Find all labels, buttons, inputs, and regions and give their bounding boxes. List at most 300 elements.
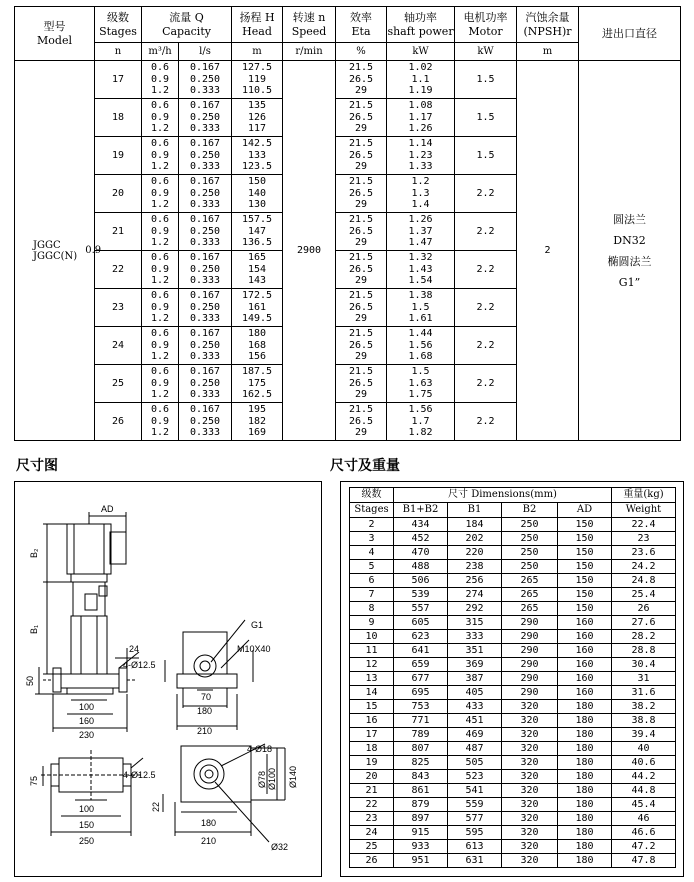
label-180b: 180 bbox=[201, 818, 217, 828]
dims-cell: 434 bbox=[394, 518, 448, 532]
label-100: 100 bbox=[79, 702, 95, 712]
header-row bbox=[15, 7, 681, 43]
value-line: 26.5 bbox=[348, 73, 374, 85]
q-m3h-cell bbox=[142, 99, 179, 137]
dims-cell: 320 bbox=[502, 840, 558, 854]
label-100c: Ø100 bbox=[267, 767, 277, 790]
eta-cell bbox=[336, 99, 387, 137]
dims-cell: 150 bbox=[558, 532, 612, 546]
dims-cell: 45.4 bbox=[612, 798, 676, 812]
dims-cell: 16 bbox=[350, 714, 394, 728]
unit-stages: n bbox=[95, 43, 142, 61]
eta-cell bbox=[336, 137, 387, 175]
value-line: 0.6 bbox=[150, 214, 170, 226]
value-line: 1.5 bbox=[411, 301, 430, 313]
value-line: 1.02 bbox=[408, 62, 433, 74]
value-line: 162.5 bbox=[241, 389, 273, 401]
shaft-cell bbox=[387, 327, 455, 365]
value-line: 0.6 bbox=[150, 366, 170, 378]
dims-row bbox=[350, 742, 676, 756]
value-line: 0.333 bbox=[189, 351, 221, 363]
value-line: 1.08 bbox=[408, 100, 433, 112]
head-cell bbox=[232, 327, 283, 365]
value-line: 0.9 bbox=[150, 339, 170, 351]
eta-cell bbox=[336, 403, 387, 441]
value-line: 0.9 bbox=[150, 111, 170, 123]
value-line: 0.333 bbox=[189, 161, 221, 173]
dims-cell: 18 bbox=[350, 742, 394, 756]
dims-cell: 220 bbox=[448, 546, 502, 560]
value-line: 0.167 bbox=[189, 404, 221, 416]
dims-cell: 487 bbox=[448, 742, 502, 756]
dims-cell: 7 bbox=[350, 588, 394, 602]
value-line: 154 bbox=[247, 263, 267, 275]
dims-cell: 879 bbox=[394, 798, 448, 812]
dims-h-b1b2: B1+B2 bbox=[394, 503, 448, 518]
dims-cell: 265 bbox=[502, 588, 558, 602]
value-line: 1.5 bbox=[411, 366, 430, 378]
q-ls-cell bbox=[179, 327, 232, 365]
dims-cell: 160 bbox=[558, 630, 612, 644]
connection-line: 椭圆法兰 bbox=[607, 254, 652, 268]
dims-cell: 19 bbox=[350, 756, 394, 770]
dims-cell: 150 bbox=[558, 560, 612, 574]
dims-row bbox=[350, 630, 676, 644]
dims-cell: 24 bbox=[350, 826, 394, 840]
dims-cell: 897 bbox=[394, 812, 448, 826]
eta-cell bbox=[336, 175, 387, 213]
dims-cell: 160 bbox=[558, 658, 612, 672]
value-line: 29 bbox=[354, 199, 368, 211]
motor-cell: 2.2 bbox=[455, 327, 517, 365]
value-line: 21.5 bbox=[348, 290, 374, 302]
q-m3h-cell bbox=[142, 213, 179, 251]
shaft-cell bbox=[387, 289, 455, 327]
dims-cell: 369 bbox=[448, 658, 502, 672]
q-m3h-cell bbox=[142, 61, 179, 99]
value-line: 26.5 bbox=[348, 377, 374, 389]
dims-cell: 559 bbox=[448, 798, 502, 812]
dims-header-row-1 bbox=[350, 488, 676, 503]
value-line: 135 bbox=[247, 100, 267, 112]
dims-cell: 256 bbox=[448, 574, 502, 588]
value-line: 1.26 bbox=[408, 214, 433, 226]
dims-cell: 488 bbox=[394, 560, 448, 574]
value-line: 0.9 bbox=[150, 73, 170, 85]
value-line: 127.5 bbox=[241, 62, 273, 74]
value-line: 0.250 bbox=[189, 301, 221, 313]
dims-cell: 24.2 bbox=[612, 560, 676, 574]
value-line: 140 bbox=[247, 187, 267, 199]
head-cell bbox=[232, 213, 283, 251]
value-line: 26.5 bbox=[348, 339, 374, 351]
dims-h-stages-en: Stages bbox=[350, 503, 394, 518]
value-line: 0.6 bbox=[150, 404, 170, 416]
value-line: 1.68 bbox=[408, 351, 433, 363]
value-line: 133 bbox=[247, 149, 267, 161]
value-line: 0.167 bbox=[189, 328, 221, 340]
npsh-cell: 2 bbox=[517, 61, 579, 441]
dims-cell: 274 bbox=[448, 588, 502, 602]
dims-cell: 26 bbox=[350, 854, 394, 868]
dims-cell: 150 bbox=[558, 518, 612, 532]
dims-cell: 405 bbox=[448, 686, 502, 700]
dims-cell: 180 bbox=[558, 784, 612, 798]
value-line: 1.2 bbox=[150, 275, 170, 287]
header-eta: 效率 Eta bbox=[336, 7, 387, 43]
dims-cell: 320 bbox=[502, 784, 558, 798]
value-line: 1.63 bbox=[408, 377, 433, 389]
value-line: 0.250 bbox=[189, 377, 221, 389]
value-line: 1.38 bbox=[408, 290, 433, 302]
label-210b: 210 bbox=[201, 836, 217, 846]
motor-cell: 2.2 bbox=[455, 175, 517, 213]
dims-panel bbox=[340, 481, 684, 877]
header-speed: 转速 n Speed bbox=[283, 7, 336, 43]
header-shaft: 轴功率 shaft power bbox=[387, 7, 455, 43]
value-line: 29 bbox=[354, 275, 368, 287]
dims-cell: 789 bbox=[394, 728, 448, 742]
dims-row bbox=[350, 546, 676, 560]
dims-cell: 30.4 bbox=[612, 658, 676, 672]
unit-speed: r/min bbox=[283, 43, 336, 61]
value-line: 29 bbox=[354, 237, 368, 249]
label-b2: B₂ bbox=[29, 548, 39, 558]
dims-cell: 541 bbox=[448, 784, 502, 798]
value-line: 0.333 bbox=[189, 199, 221, 211]
dims-cell: 160 bbox=[558, 672, 612, 686]
dims-cell: 27.6 bbox=[612, 616, 676, 630]
value-line: 0.333 bbox=[189, 85, 221, 97]
eta-cell bbox=[336, 289, 387, 327]
q-m3h-cell bbox=[142, 137, 179, 175]
value-line: 0.250 bbox=[189, 225, 221, 237]
value-line: 0.6 bbox=[150, 328, 170, 340]
dims-row bbox=[350, 714, 676, 728]
dims-cell: 238 bbox=[448, 560, 502, 574]
q-ls-cell bbox=[179, 137, 232, 175]
dims-cell: 506 bbox=[394, 574, 448, 588]
value-line: 0.250 bbox=[189, 149, 221, 161]
shaft-cell bbox=[387, 99, 455, 137]
dims-cell: 915 bbox=[394, 826, 448, 840]
dims-cell: 180 bbox=[558, 840, 612, 854]
value-line: 0.333 bbox=[189, 389, 221, 401]
connection-cell bbox=[579, 61, 681, 441]
dims-cell: 160 bbox=[558, 616, 612, 630]
performance-body bbox=[15, 61, 681, 441]
value-line: 0.250 bbox=[189, 415, 221, 427]
value-line: 0.333 bbox=[189, 237, 221, 249]
dims-cell: 44.2 bbox=[612, 770, 676, 784]
value-line: 1.2 bbox=[150, 85, 170, 97]
shaft-cell bbox=[387, 365, 455, 403]
eta-cell bbox=[336, 365, 387, 403]
dims-cell: 695 bbox=[394, 686, 448, 700]
dims-h-weight-en: Weight bbox=[612, 503, 676, 518]
value-line: 0.167 bbox=[189, 214, 221, 226]
value-line: 1.4 bbox=[411, 199, 430, 211]
label-24: 24 bbox=[129, 644, 140, 654]
stages-cell: 24 bbox=[95, 327, 142, 365]
dims-cell: 595 bbox=[448, 826, 502, 840]
value-line: 21.5 bbox=[348, 366, 374, 378]
dims-h-b1: B1 bbox=[448, 503, 502, 518]
value-line: 1.56 bbox=[408, 404, 433, 416]
dims-cell: 12 bbox=[350, 658, 394, 672]
value-line: 0.6 bbox=[150, 138, 170, 150]
dims-cell: 20 bbox=[350, 770, 394, 784]
dims-cell: 180 bbox=[558, 742, 612, 756]
unit-motor: kW bbox=[455, 43, 517, 61]
dims-cell: 505 bbox=[448, 756, 502, 770]
value-line: 0.6 bbox=[150, 176, 170, 188]
dims-cell: 250 bbox=[502, 532, 558, 546]
stages-cell: 17 bbox=[95, 61, 142, 99]
model-flow: 0.9 bbox=[85, 245, 102, 256]
dims-cell: 4 bbox=[350, 546, 394, 560]
value-line: 1.2 bbox=[150, 427, 170, 439]
dims-cell: 184 bbox=[448, 518, 502, 532]
dims-cell: 150 bbox=[558, 546, 612, 560]
label-32: Ø32 bbox=[271, 842, 289, 852]
dims-cell: 23 bbox=[612, 532, 676, 546]
q-m3h-cell bbox=[142, 289, 179, 327]
value-line: 1.75 bbox=[408, 389, 433, 401]
value-line: 117 bbox=[247, 123, 267, 135]
dims-cell: 17 bbox=[350, 728, 394, 742]
value-line: 168 bbox=[247, 339, 267, 351]
header-capacity: 流量 Q Capacity bbox=[142, 7, 232, 43]
value-line: 21.5 bbox=[348, 176, 374, 188]
dims-row bbox=[350, 812, 676, 826]
dims-row bbox=[350, 798, 676, 812]
label-210: 210 bbox=[197, 726, 213, 736]
motor-cell: 2.2 bbox=[455, 289, 517, 327]
value-line: 149.5 bbox=[241, 313, 273, 325]
head-cell bbox=[232, 175, 283, 213]
value-line: 26.5 bbox=[348, 225, 374, 237]
dims-cell: 320 bbox=[502, 798, 558, 812]
value-line: 1.37 bbox=[408, 225, 433, 237]
dims-cell: 290 bbox=[502, 672, 558, 686]
dims-cell: 861 bbox=[394, 784, 448, 798]
label-230: 230 bbox=[79, 730, 95, 740]
value-line: 29 bbox=[354, 427, 368, 439]
value-line: 1.2 bbox=[150, 123, 170, 135]
stages-cell: 23 bbox=[95, 289, 142, 327]
value-line: 180 bbox=[247, 328, 267, 340]
q-m3h-cell bbox=[142, 365, 179, 403]
value-line: 1.47 bbox=[408, 237, 433, 249]
dims-body bbox=[350, 518, 676, 868]
value-line: 1.32 bbox=[408, 252, 433, 264]
label-160: 160 bbox=[79, 716, 95, 726]
dims-cell: 160 bbox=[558, 686, 612, 700]
connection-line: 圆法兰 bbox=[613, 212, 647, 226]
dims-row bbox=[350, 672, 676, 686]
dims-cell: 180 bbox=[558, 812, 612, 826]
stages-cell: 22 bbox=[95, 251, 142, 289]
dims-cell: 150 bbox=[558, 574, 612, 588]
value-line: 1.2 bbox=[411, 176, 430, 188]
value-line: 1.2 bbox=[150, 389, 170, 401]
value-line: 29 bbox=[354, 313, 368, 325]
shaft-cell bbox=[387, 137, 455, 175]
value-line: 1.61 bbox=[408, 313, 433, 325]
label-70: 70 bbox=[201, 692, 212, 702]
value-line: 0.333 bbox=[189, 275, 221, 287]
value-line: 1.2 bbox=[150, 313, 170, 325]
value-line: 29 bbox=[354, 85, 368, 97]
value-line: 1.44 bbox=[408, 328, 433, 340]
dims-cell: 46.6 bbox=[612, 826, 676, 840]
value-line: 21.5 bbox=[348, 62, 374, 74]
value-line: 0.167 bbox=[189, 62, 221, 74]
value-line: 1.23 bbox=[408, 149, 433, 161]
q-m3h-cell bbox=[142, 251, 179, 289]
dims-cell: 31.6 bbox=[612, 686, 676, 700]
value-line: 195 bbox=[247, 404, 267, 416]
dims-cell: 180 bbox=[558, 854, 612, 868]
dims-cell: 38.2 bbox=[612, 700, 676, 714]
value-line: 0.333 bbox=[189, 123, 221, 135]
value-line: 0.6 bbox=[150, 252, 170, 264]
value-line: 0.250 bbox=[189, 73, 221, 85]
value-line: 21.5 bbox=[348, 252, 374, 264]
header-connection: 进出口直径 bbox=[579, 7, 681, 61]
performance-table bbox=[14, 6, 681, 441]
dims-cell: 351 bbox=[448, 644, 502, 658]
dims-cell: 250 bbox=[502, 518, 558, 532]
head-cell bbox=[232, 365, 283, 403]
value-line: 110.5 bbox=[241, 85, 273, 97]
value-line: 136.5 bbox=[241, 237, 273, 249]
value-line: 0.167 bbox=[189, 176, 221, 188]
value-line: 0.167 bbox=[189, 100, 221, 112]
motor-cell: 1.5 bbox=[455, 137, 517, 175]
speed-cell: 2900 bbox=[283, 61, 336, 441]
dims-cell: 2 bbox=[350, 518, 394, 532]
dims-cell: 10 bbox=[350, 630, 394, 644]
value-line: 1.33 bbox=[408, 161, 433, 173]
dims-cell: 39.4 bbox=[612, 728, 676, 742]
dims-cell: 8 bbox=[350, 602, 394, 616]
dims-cell: 771 bbox=[394, 714, 448, 728]
shaft-cell bbox=[387, 61, 455, 99]
label-hole2: 4-Ø18 bbox=[247, 744, 273, 754]
value-line: 1.14 bbox=[408, 138, 433, 150]
motor-cell: 1.5 bbox=[455, 61, 517, 99]
shaft-cell bbox=[387, 175, 455, 213]
dims-cell: 933 bbox=[394, 840, 448, 854]
dims-cell: 31 bbox=[612, 672, 676, 686]
dims-row bbox=[350, 770, 676, 784]
dims-cell: 320 bbox=[502, 854, 558, 868]
label-75: 75 bbox=[29, 775, 39, 786]
dims-cell: 44.8 bbox=[612, 784, 676, 798]
motor-cell: 1.5 bbox=[455, 99, 517, 137]
dims-cell: 387 bbox=[448, 672, 502, 686]
pump-drawing-svg bbox=[15, 482, 321, 876]
dims-row bbox=[350, 574, 676, 588]
dims-cell: 433 bbox=[448, 700, 502, 714]
label-78: Ø78 bbox=[257, 770, 267, 788]
dims-cell: 14 bbox=[350, 686, 394, 700]
dims-cell: 320 bbox=[502, 742, 558, 756]
dims-cell: 202 bbox=[448, 532, 502, 546]
dims-cell: 320 bbox=[502, 812, 558, 826]
dims-cell: 180 bbox=[558, 756, 612, 770]
value-line: 26.5 bbox=[348, 415, 374, 427]
dims-h-weight-cn: 重量(kg) bbox=[612, 488, 676, 503]
dims-row bbox=[350, 826, 676, 840]
value-line: 1.26 bbox=[408, 123, 433, 135]
value-line: 21.5 bbox=[348, 100, 374, 112]
dims-cell: 6 bbox=[350, 574, 394, 588]
dims-cell: 523 bbox=[448, 770, 502, 784]
motor-cell: 2.2 bbox=[455, 251, 517, 289]
value-line: 26.5 bbox=[348, 187, 374, 199]
dims-cell: 11 bbox=[350, 644, 394, 658]
value-line: 29 bbox=[354, 389, 368, 401]
value-line: 26.5 bbox=[348, 301, 374, 313]
dims-cell: 659 bbox=[394, 658, 448, 672]
header-model: 型号 Model bbox=[15, 7, 95, 61]
value-line: 1.43 bbox=[408, 263, 433, 275]
dims-h-dimensions: 尺寸 Dimensions(mm) bbox=[394, 488, 612, 503]
q-ls-cell bbox=[179, 365, 232, 403]
dims-cell: 3 bbox=[350, 532, 394, 546]
dims-cell: 22.4 bbox=[612, 518, 676, 532]
label-50: 50 bbox=[25, 675, 35, 686]
connection-line: G1” bbox=[618, 275, 641, 289]
value-line: 1.3 bbox=[411, 187, 430, 199]
dims-cell: 23.6 bbox=[612, 546, 676, 560]
q-m3h-cell bbox=[142, 327, 179, 365]
dims-row bbox=[350, 644, 676, 658]
head-cell bbox=[232, 289, 283, 327]
stages-cell: 18 bbox=[95, 99, 142, 137]
dims-cell: 26 bbox=[612, 602, 676, 616]
connection-line: DN32 bbox=[613, 233, 646, 247]
dims-row bbox=[350, 854, 676, 868]
dims-cell: 470 bbox=[394, 546, 448, 560]
label-m10: M10X40 bbox=[237, 644, 271, 654]
value-line: 0.167 bbox=[189, 252, 221, 264]
dims-cell: 557 bbox=[394, 602, 448, 616]
label-100b: 100 bbox=[79, 804, 95, 814]
dims-h-ad: AD bbox=[558, 503, 612, 518]
dims-cell: 539 bbox=[394, 588, 448, 602]
stages-cell: 26 bbox=[95, 403, 142, 441]
value-line: 21.5 bbox=[348, 328, 374, 340]
dims-row bbox=[350, 756, 676, 770]
dims-header-row-2 bbox=[350, 503, 676, 518]
label-180: 180 bbox=[197, 706, 213, 716]
dims-cell: 180 bbox=[558, 728, 612, 742]
dims-cell: 180 bbox=[558, 700, 612, 714]
label-150: 150 bbox=[79, 820, 95, 830]
dims-cell: 28.8 bbox=[612, 644, 676, 658]
value-line: 0.250 bbox=[189, 187, 221, 199]
q-ls-cell bbox=[179, 61, 232, 99]
value-line: 0.9 bbox=[150, 415, 170, 427]
dims-row bbox=[350, 700, 676, 714]
label-22: 22 bbox=[151, 801, 161, 812]
dims-cell: 641 bbox=[394, 644, 448, 658]
dims-cell: 46 bbox=[612, 812, 676, 826]
